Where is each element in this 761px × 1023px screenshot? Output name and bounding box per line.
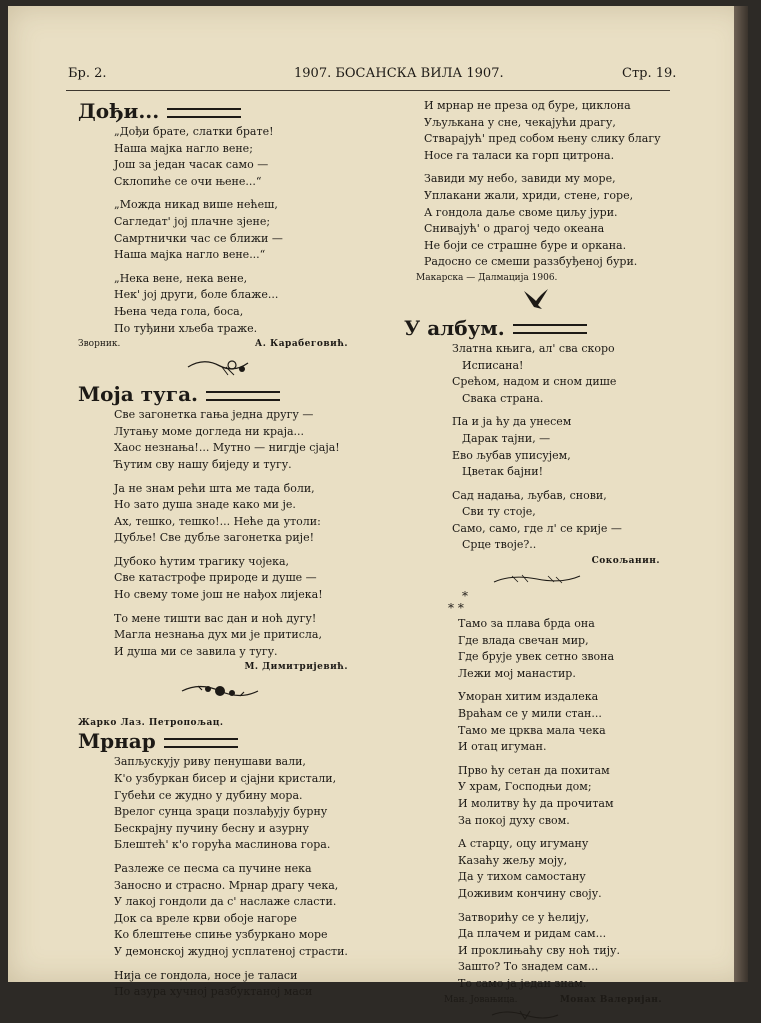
poem-title: Мрнар xyxy=(78,728,368,754)
end-flourish-icon xyxy=(404,1007,666,1023)
right-column xyxy=(404,98,666,1023)
verse-line: Склопиће се очи њене...“ xyxy=(114,174,262,188)
poem-dodji xyxy=(78,98,368,351)
poem-moja-tuga xyxy=(78,381,368,674)
verse-line: Лежи мој манастир. xyxy=(458,666,576,680)
verse-line: Затворићу се у ћелију, xyxy=(458,910,590,924)
verse-line: Снивајућ' о драгој чедо океана xyxy=(424,222,605,236)
verse-line: Све загонетка гања једна другу — xyxy=(114,408,314,422)
verse-line: Сагледат' јој плачне зјене; xyxy=(114,214,271,228)
author: М. Димитријевић. xyxy=(244,662,348,673)
author: Сокољанин. xyxy=(591,556,660,567)
verse-line: К'о узбуркан бисер и сјајни кристали, xyxy=(114,772,337,786)
verse-line: Лутању моме догледа ни краја... xyxy=(114,424,305,438)
verse-line: Док са вреле крви обоје нагоре xyxy=(114,911,297,925)
verse-line: Ко блештење спиње узбуркано море xyxy=(114,928,328,942)
verse-line: Стварајућ' пред собом њену слику благу xyxy=(424,132,661,146)
signature xyxy=(78,337,368,351)
verse-line: Бескрајну пучину бесну и азурну xyxy=(114,821,309,835)
verse-line: Ево љубав уписујем, xyxy=(452,448,571,462)
verse-line: Где брује увек сетно звона xyxy=(458,650,615,664)
verse-line: Ах, тешко, тешко!... Неће да утоли: xyxy=(114,514,321,528)
verse-line: Уљуљкана у сне, чекајући драгу, xyxy=(424,115,616,129)
verse-line: Зашто? То знадем сам... xyxy=(458,960,599,974)
verse-line: Уморан хитим издалека xyxy=(458,690,599,704)
flower-ornament-icon xyxy=(78,351,368,381)
verse-line: Врелог сунца зраци позлађују бурну xyxy=(114,805,328,819)
signature xyxy=(78,660,368,674)
verse-line: Запљускују риву пенушави вали, xyxy=(114,755,306,769)
verse-line: Доживим кончину своју. xyxy=(458,886,602,900)
verse-line: Само, само, где л' се крије — xyxy=(452,521,622,535)
place: Макарска — Далмација 1906. xyxy=(416,272,558,283)
publication-title: 1907. БОСАНСКА ВИЛА 1907. xyxy=(294,66,504,81)
poem-u-album xyxy=(404,315,666,568)
verse-line: У лакој гондоли да с' наслаже сласти. xyxy=(114,895,337,909)
verse-line: Још за један часак само — xyxy=(114,158,269,172)
verse-line: И мрнар не преза од буре, циклона xyxy=(424,99,631,112)
flourish-divider-icon xyxy=(404,568,666,590)
verse-line: А старцу, оцу игуману xyxy=(458,837,589,851)
verse-line: И молитву ћу да прочитам xyxy=(458,797,614,810)
verse-line: За покој духу свом. xyxy=(458,813,570,827)
verse-line: Да у тихом самостану xyxy=(458,870,586,884)
asterism-bottom: * * xyxy=(448,601,464,616)
verse-line: Но зато душа знаде како ми је. xyxy=(114,498,296,512)
left-column xyxy=(78,98,368,1001)
verse-line: Тамо за плава брда она xyxy=(458,617,595,631)
poem-mrnar xyxy=(78,718,368,1000)
poem-byline: Жарко Лаз. Петропољац. xyxy=(78,718,224,729)
verse-line: Златна књига, ал' сва скоро xyxy=(452,341,615,355)
signature xyxy=(404,271,666,285)
page-number: Стр. 19. xyxy=(622,66,677,81)
verse-line: Свака страна. xyxy=(462,391,544,405)
poem-title: Моја туга. xyxy=(78,381,368,407)
page-header xyxy=(8,66,748,90)
verse-line: Магла незнања дух ми је притисла, xyxy=(114,628,322,642)
verse-line: Дубоко ћутим трагику чојека, xyxy=(114,554,290,568)
verse-line: А гондола даље своме циљу јури. xyxy=(424,205,618,219)
verse-line: „Нека вене, нека вене, xyxy=(114,271,248,285)
swallow-icon xyxy=(404,285,666,315)
verse-line: Исписана! xyxy=(462,358,524,372)
poem-title: Дођи... xyxy=(78,98,368,124)
verse-line: И отац игуман. xyxy=(458,740,547,754)
verse-line: Хаос незнања!... Мутно — нигдје сјаја! xyxy=(114,441,340,455)
verse-line: Тамо ме црква мала чека xyxy=(458,723,606,737)
verse-line: Нек' јој други, боле блаже... xyxy=(114,288,279,302)
verse-line: Казаћу жељу моју, xyxy=(458,853,568,867)
verse-line: То мене тишти вас дан и ноћ дугу! xyxy=(114,611,317,625)
verse-line: Наша мајка нагло вене...“ xyxy=(114,248,266,262)
verse-line: Па и ја ћу да унесем xyxy=(452,415,572,429)
verse-line: Но свему томе још не нађох лијека! xyxy=(114,588,323,602)
verse-line: Срце твоје?.. xyxy=(462,538,537,552)
poem-mrnar-continued xyxy=(404,98,666,285)
verse-line: Ја не знам рећи шта ме тада боли, xyxy=(114,481,315,495)
verse-line: Радосно се смеши раззбуђеној бури. xyxy=(424,255,638,269)
verse-line: То само ја један знам. xyxy=(458,976,587,990)
verse-line: Дарак тајни, — xyxy=(462,431,551,445)
verse-line: Све катастрофе природе и душе — xyxy=(114,571,317,585)
verse-line: Дубље! Све дубље загонетка рије! xyxy=(114,531,315,545)
verse-line: Срећом, надом и сном дише xyxy=(452,375,617,389)
signature xyxy=(404,554,666,568)
verse-line: Блештећ' к'о горућа маслинова гора. xyxy=(114,838,331,852)
verse-line: Њена чеда гола, боса, xyxy=(114,304,244,318)
author: Монах Валеријан. xyxy=(559,994,662,1005)
verse-line: Разлеже се песма са пучине нека xyxy=(114,862,312,875)
poem-asterism xyxy=(404,590,666,1022)
header-rule xyxy=(66,90,670,91)
verse-line: Наша мајка нагло вене; xyxy=(114,141,253,155)
verse-line: Да плачем и ридам сам... xyxy=(458,927,607,941)
verse-line: Не боји се страшне буре и оркана. xyxy=(424,238,627,252)
verse-line: По туђини хљеба траже. xyxy=(114,321,258,335)
verse-line: По азура хучној разбуктаној маси xyxy=(114,985,313,999)
verse-line: „Дођи брате, слатки брате! xyxy=(114,125,274,138)
newspaper-page xyxy=(8,6,748,1005)
asterism-top: * xyxy=(462,589,468,604)
verse-line: И проклињаћу сву ноћ тију. xyxy=(458,943,621,957)
verse-line: Сви ту стоје, xyxy=(462,505,536,519)
verse-line: У демонској жудној усплатеној страсти. xyxy=(114,944,348,958)
verse-line: Сад надања, љубав, снови, xyxy=(452,488,607,502)
verse-line: Цветак бајни! xyxy=(462,465,543,479)
verse-line: Уплакани жали, хриди, стене, горе, xyxy=(424,188,634,202)
verse-line: „Можда никад више нећеш, xyxy=(114,198,278,212)
verse-line: Завиди му небо, завиди му море, xyxy=(424,172,616,186)
floral-divider-icon xyxy=(78,674,368,708)
verse-line: Губећи се жудно у дубину мора. xyxy=(114,788,303,802)
place: Зворник. xyxy=(78,339,121,350)
place: Ман. Јовањица. xyxy=(444,994,518,1005)
verse-line: Нија се гондола, носе је таласи xyxy=(114,968,298,982)
poem-title: У албум. xyxy=(404,315,666,341)
page-binding-edge xyxy=(734,6,748,982)
verse-line: Самртнички час се ближи — xyxy=(114,231,283,245)
verse-line: Заносно и страсно. Мрнар драгу чека, xyxy=(114,878,339,892)
verse-line: Где влада свечан мир, xyxy=(458,633,589,647)
verse-line: Прво ћу сетан да похитам xyxy=(458,763,610,777)
verse-line: И душа ми се завила у тугу. xyxy=(114,644,278,658)
issue-number: Бр. 2. xyxy=(68,66,107,81)
verse-line: У храм, Господњи дом; xyxy=(458,780,592,794)
verse-line: Враћам се у мили стан... xyxy=(458,707,602,721)
author: А. Карабеговић. xyxy=(254,339,348,350)
verse-line: Носе га таласи ка горп цитрона. xyxy=(424,148,615,162)
signature xyxy=(404,993,666,1007)
verse-line: Ћутим сву нашу биједу и тугу. xyxy=(114,457,292,471)
